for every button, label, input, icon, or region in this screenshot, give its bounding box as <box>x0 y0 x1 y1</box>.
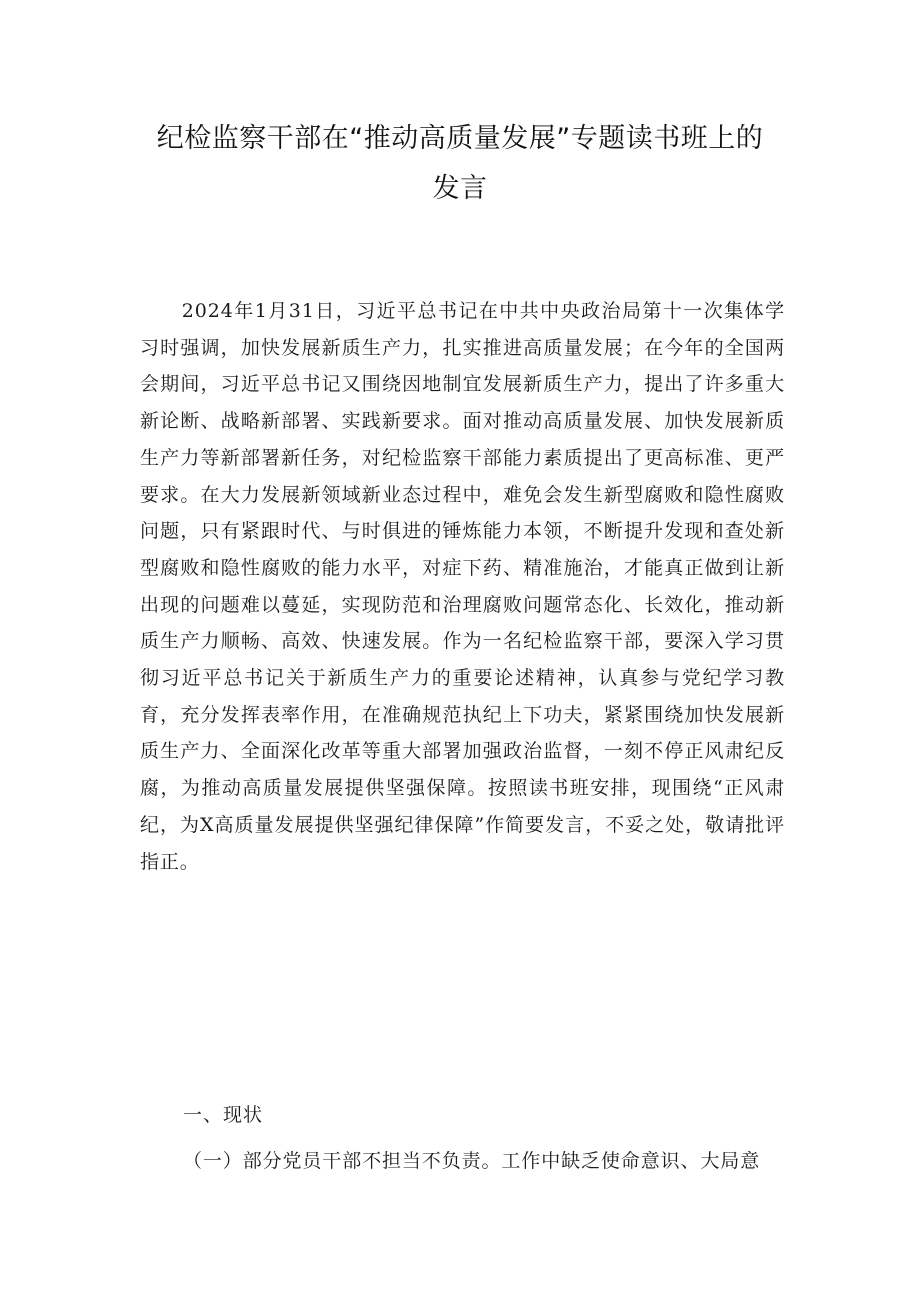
section-heading: 一、现状 <box>183 1104 264 1126</box>
document-title-line-2: 发言 <box>432 173 488 204</box>
section-sub-paragraph: （一）部分党员干部不担当不负责。工作中缺乏使命意识、大局意 <box>183 1150 761 1172</box>
document-title-line-1: 纪检监察干部在“推动高质量发展”专题读书班上的 <box>156 123 764 154</box>
intro-paragraph: 2024年1月31日，习近平总书记在中共中央政治局第十一次集体学习时强调，加快发展新质生产力，扎实推进高质量发展；在今年的全国两会期间，习近平总书记又围绕因地制宜发展新质生产力，提出了许多重大新论断、战略新部署、实践新要求。面对推动高质量发展、加快发展新质生产力等新部署新任务，对纪检监察干部能力素质提出了更高标准、更严要求。在大力发展新领域新业态过程中，难免会发生新型腐败和隐性腐败问题，只有紧跟时代、与时俱进的锤炼能力本领，不断提升发现和查处新型腐败和隐性腐败的能力水平，对症下药、精准施治，才能真正做到让新出现的问题难以蔓延，实现防范和治理腐败问题常态化、长效化，推动新质生产力顺畅、高效、快速发展。作为一名纪检监察干部，要深入学习贯彻习近平总书记关于新质生产力的重要论述精神，认真参与党纪学习教育，充分发挥表率作用，在准确规范执纪上下功夫，紧紧围绕加快发展新质生产力、全面深化改革等重大部署加强政治监督，一刻不停正风肃纪反腐，为推动高质量发展提供坚强保障。按照读书班安排，现围绕“正风肃纪，为X高质量发展提供坚强纪律保障”作简要发言，不妥之处，敬请批评指正。 <box>140 300 785 873</box>
